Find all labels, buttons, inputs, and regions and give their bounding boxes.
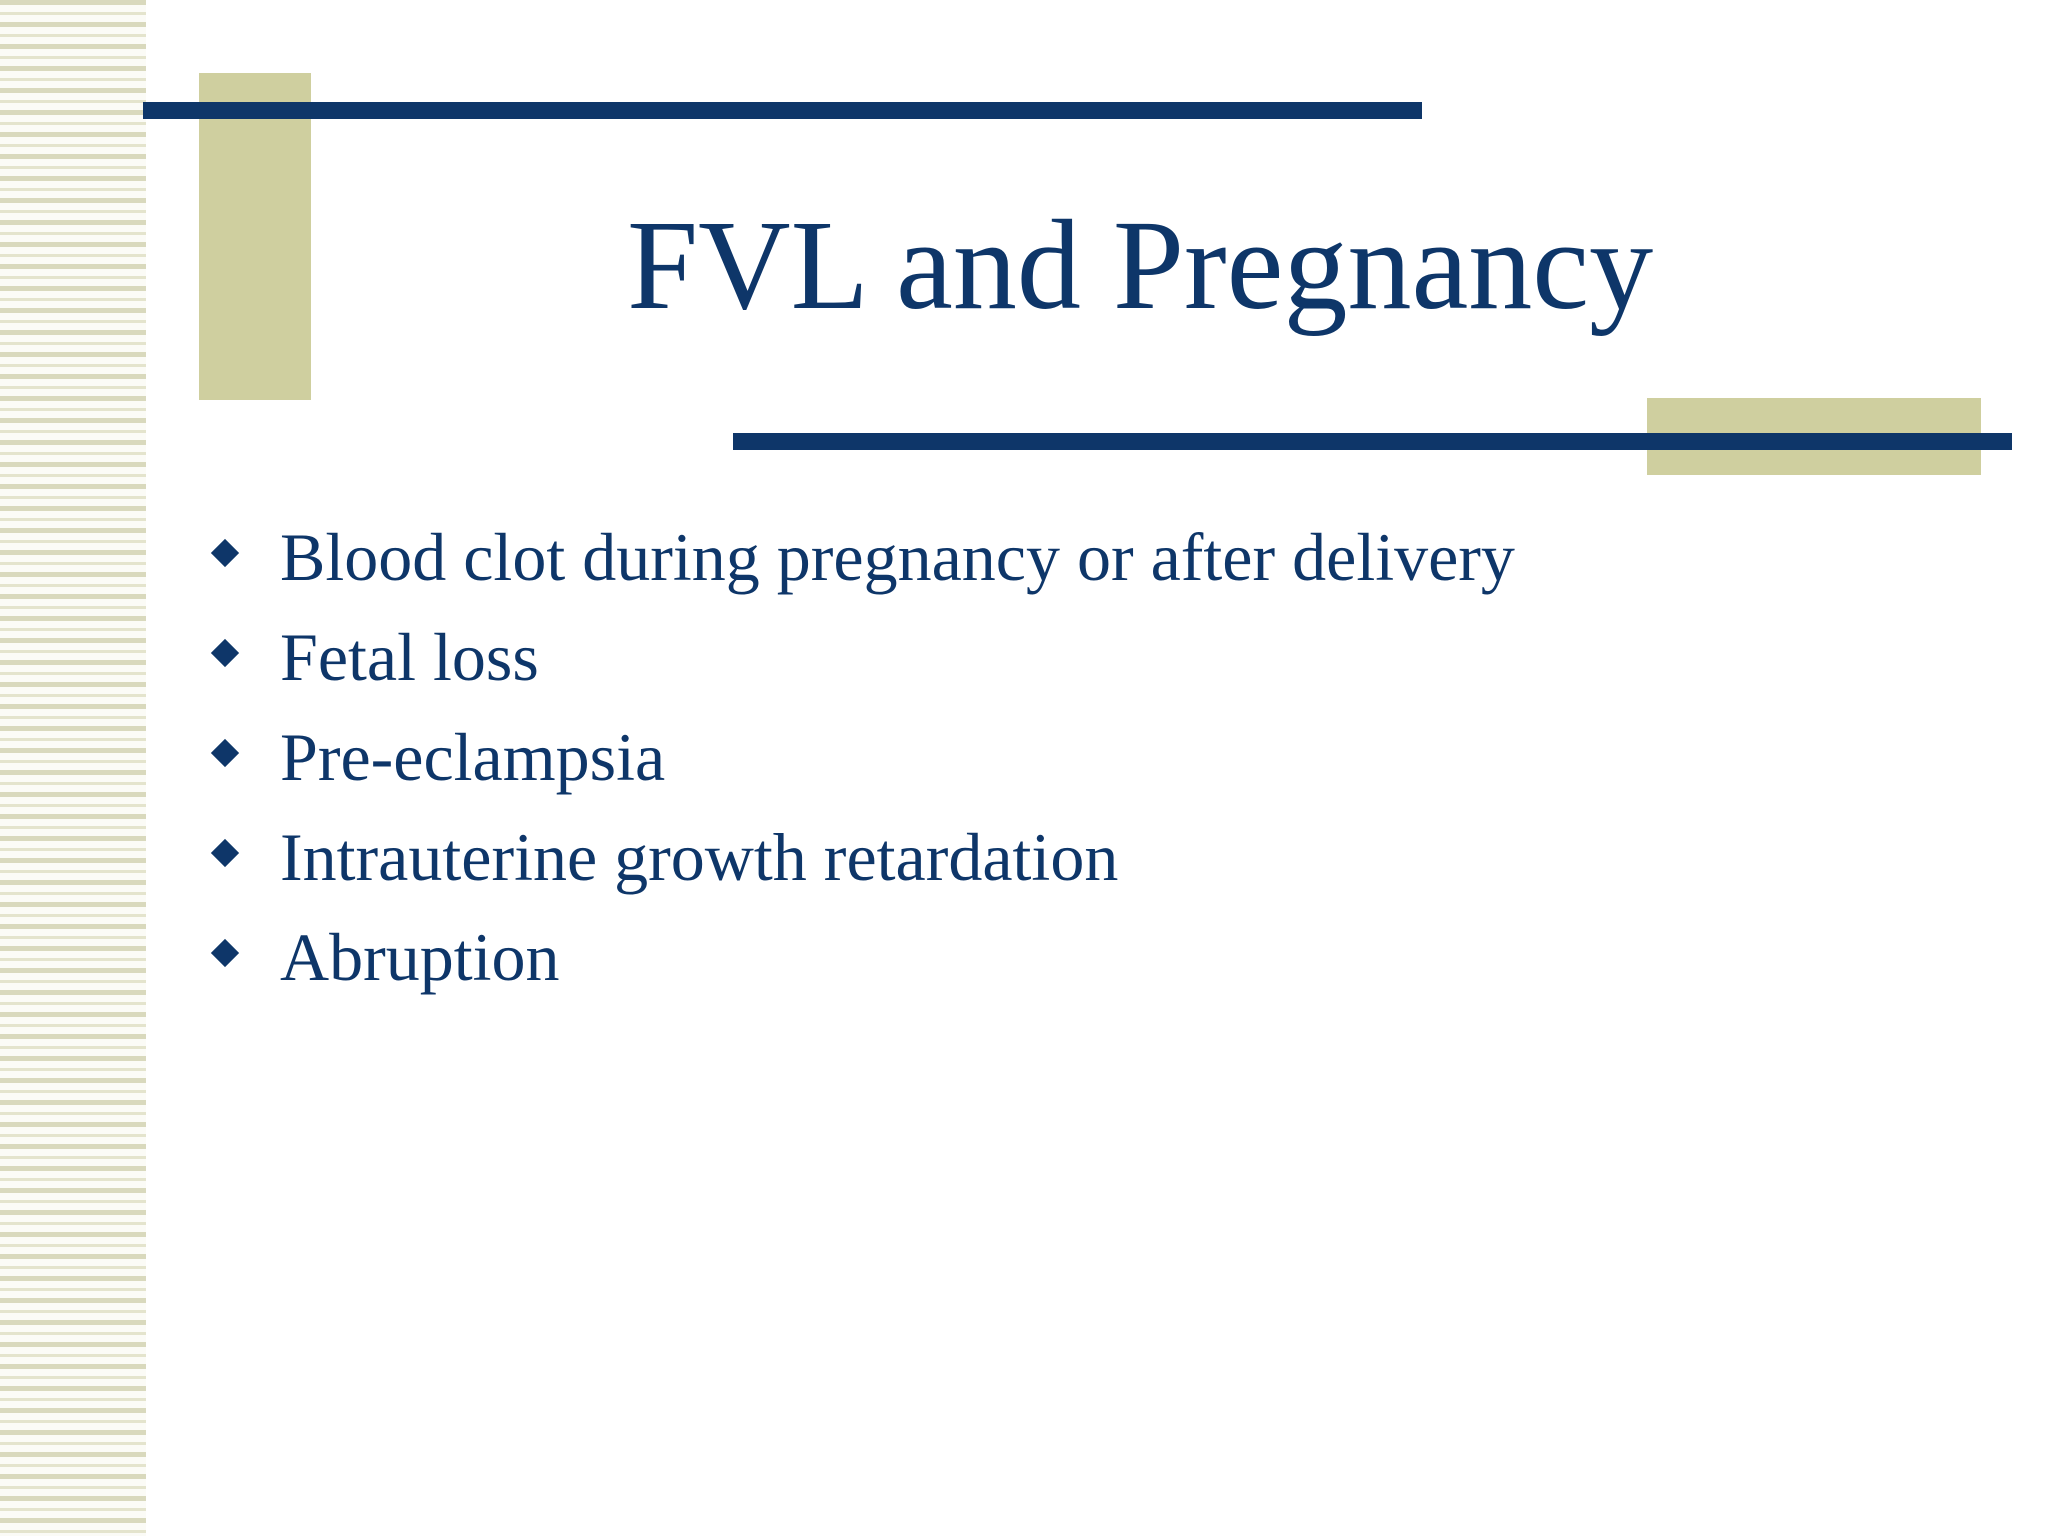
bullet-text: Fetal loss <box>280 619 539 695</box>
bullet-text: Blood clot during pregnancy or after delivery <box>280 519 1515 595</box>
accent-block-vertical <box>199 73 311 400</box>
diamond-bullet-icon <box>211 939 239 967</box>
diamond-bullet-icon <box>211 739 239 767</box>
title-rule-bottom <box>733 433 2012 450</box>
slide-title: FVL and Pregnancy <box>626 194 1654 336</box>
diamond-bullet-icon <box>211 539 239 567</box>
diamond-bullet-icon <box>211 639 239 667</box>
diamond-bullet-icon <box>211 839 239 867</box>
bullet-text: Abruption <box>280 919 560 995</box>
bullet-text: Intrauterine growth retardation <box>280 819 1119 895</box>
bullet-text: Pre-eclampsia <box>280 719 666 795</box>
title-rule-top <box>143 102 1422 119</box>
decorative-stripe-band <box>0 0 146 1536</box>
